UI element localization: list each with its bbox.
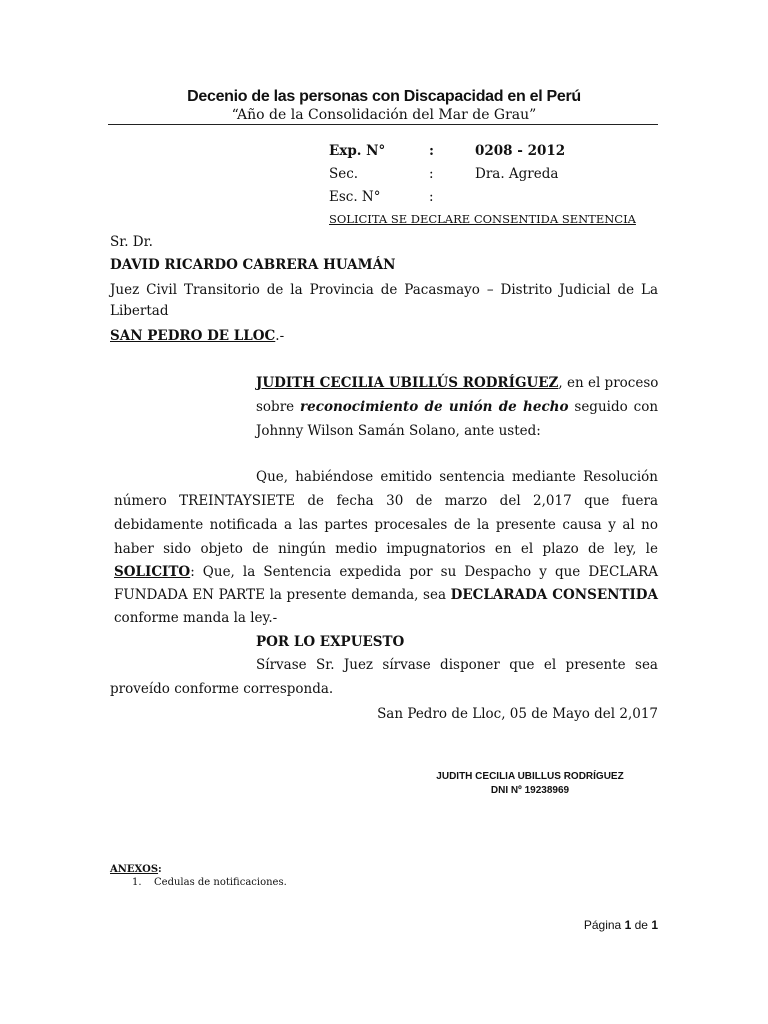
signature-name: JUDITH CECILIA UBILLUS RODRÍGUEZ bbox=[436, 771, 624, 782]
court-place-suffix: .- bbox=[275, 328, 285, 344]
anexo-item-text: Cedulas de notificaciones. bbox=[154, 877, 287, 888]
intro-line-2 bbox=[256, 395, 658, 419]
process-type: reconocimiento de unión de hecho bbox=[300, 399, 569, 415]
judge-name: DAVID RICARDO CABRERA HUAMÁN bbox=[110, 257, 396, 273]
judge-role-line-2: Libertad bbox=[110, 303, 169, 319]
anexo-item bbox=[132, 877, 287, 888]
exp-number-colon: : bbox=[429, 143, 434, 159]
page-of: de bbox=[634, 918, 648, 932]
exp-writ-label: Esc. N° bbox=[329, 189, 381, 205]
exp-secretary-value: Dra. Agreda bbox=[475, 166, 559, 182]
anexo-item-number: 1. bbox=[132, 877, 142, 888]
court-place bbox=[110, 325, 284, 347]
closing-line-1: Sírvase Sr. Juez sírvase disponer que el presente sea bbox=[256, 657, 658, 673]
signature-dni: DNI Nº 19238969 bbox=[490, 785, 570, 796]
intro-line-1 bbox=[256, 371, 658, 395]
body-line-4: haber sido objeto de ningún medio impugnatorios en el plazo de ley, le bbox=[114, 541, 658, 557]
exp-number-label: Exp. N° bbox=[329, 143, 386, 159]
anexos-label: ANEXOS bbox=[110, 864, 159, 875]
judge-role-line-1: Juez Civil Transitorio de la Provincia de Pacasmayo – Distrito Judicial de La bbox=[110, 282, 658, 298]
body-line-6-a: FUNDADA EN PARTE la presente demanda, sea bbox=[114, 587, 451, 603]
header-subtitle: “Año de la Consolidación del Mar de Grau” bbox=[231, 107, 537, 123]
declared-consented: DECLARADA CONSENTIDA bbox=[450, 587, 658, 603]
page-total: 1 bbox=[651, 918, 658, 932]
intro-line-2-a: sobre bbox=[256, 399, 301, 415]
page-number bbox=[584, 918, 658, 932]
header-divider bbox=[108, 124, 658, 125]
body-line-5 bbox=[114, 560, 658, 584]
subject-line: SOLICITA SE DECLARE CONSENTIDA SENTENCIA bbox=[329, 212, 636, 226]
body-line-5-rest: : Que, la Sentencia expedida por su Despacho y que DECLARA bbox=[190, 564, 658, 580]
body-line-3: debidamente notificada a las partes procesales de la presente causa y al no bbox=[114, 517, 658, 533]
page-current: 1 bbox=[624, 918, 632, 932]
exp-writ-colon: : bbox=[429, 189, 434, 205]
page-word: Página bbox=[583, 918, 622, 932]
intro-line-2-c: seguido con bbox=[568, 399, 659, 415]
exp-secretary-colon: : bbox=[429, 166, 434, 182]
body-line-6 bbox=[114, 583, 658, 607]
anexos-heading bbox=[110, 864, 162, 875]
salutation: Sr. Dr. bbox=[110, 234, 153, 250]
exp-secretary-label: Sec. bbox=[329, 166, 359, 182]
solicito-keyword: SOLICITO bbox=[114, 564, 191, 580]
closing-heading: POR LO EXPUESTO bbox=[256, 634, 405, 650]
body-line-1: Que, habiéndose emitido sentencia mediante Resolución bbox=[256, 469, 658, 485]
intro-line-1-rest: , en el proceso bbox=[558, 375, 659, 391]
body-line-2: número TREINTAYSIETE de fecha 30 de marzo del 2,017 que fuera bbox=[114, 493, 658, 509]
closing-line-2: proveído conforme corresponda. bbox=[110, 681, 334, 697]
body-line-7: conforme manda la ley.- bbox=[114, 610, 278, 626]
court-place-name: SAN PEDRO DE LLOC bbox=[110, 328, 276, 344]
petitioner-name: JUDITH CECILIA UBILLÚS RODRÍGUEZ bbox=[256, 375, 559, 391]
header-title: Decenio de las personas con Discapacidad en el Perú bbox=[187, 88, 581, 105]
exp-number-value: 0208 - 2012 bbox=[475, 143, 566, 159]
place-date: San Pedro de Lloc, 05 de Mayo del 2,017 bbox=[377, 706, 658, 722]
intro-line-3: Johnny Wilson Samán Solano, ante usted: bbox=[256, 423, 541, 439]
anexos-label-suffix: : bbox=[158, 864, 162, 875]
